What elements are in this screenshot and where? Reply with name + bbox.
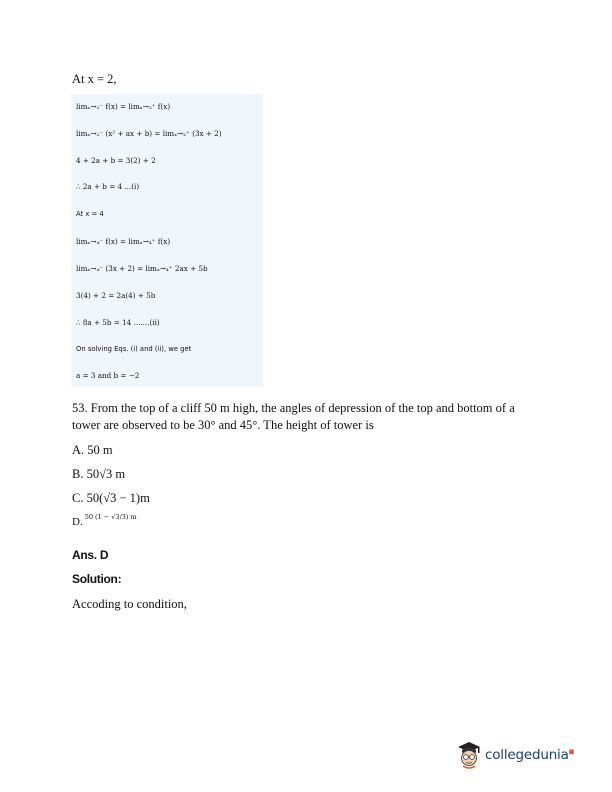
option-b: B. 50√3 m: [72, 467, 126, 481]
graduate-mascot-icon: [456, 740, 482, 770]
answer-label: Ans. D: [72, 548, 109, 562]
solution-text: Accoding to condition,: [72, 597, 187, 611]
intro-text: At x = 2,: [72, 72, 117, 86]
math-line: limₓ→₄⁻ f(x) = limₓ→₄⁺ f(x): [76, 237, 171, 246]
math-line: At x = 4: [76, 210, 104, 218]
collegedunia-logo: [456, 735, 586, 775]
math-line: limₓ→₂⁻ (x² + ax + b) = limₓ→₂⁺ (3x + 2): [76, 129, 222, 138]
option-a: A. 50 m: [72, 443, 113, 457]
math-line: ∴ 2a + b = 4 ...(i): [76, 182, 140, 191]
option-d-math: 50 (1 − √3/3) m: [84, 513, 137, 521]
math-line: a = 3 and b = −2: [76, 371, 140, 380]
math-line: limₓ→₂⁻ f(x) = limₓ→₂⁺ f(x): [76, 102, 171, 111]
math-derivation-box: [71, 94, 263, 387]
option-c: C. 50(√3 − 1)m: [72, 491, 150, 505]
math-line: ∴ 8a + 5b = 14 .......(ii): [76, 318, 160, 327]
math-line: On solving Eqs. (i) and (ii), we get: [76, 345, 192, 353]
solution-heading: Solution:: [72, 572, 122, 586]
math-line: 4 + 2a + b = 3(2) + 2: [76, 156, 156, 165]
option-d-label: D.: [72, 516, 83, 528]
question-53: 53. From the top of a cliff 50 m high, the angles of depression of the top and bottom of a tower are observed to be 30° and 45°. The height of tower is: [72, 401, 515, 432]
logo-text: collegedunia■: [485, 747, 575, 763]
option-d: [72, 513, 137, 528]
math-line: limₓ→₄⁻ (3x + 2) = limₓ→₄⁺ 2ax + 5b: [76, 264, 208, 273]
math-line: 3(4) + 2 = 2a(4) + 5b: [76, 291, 156, 300]
